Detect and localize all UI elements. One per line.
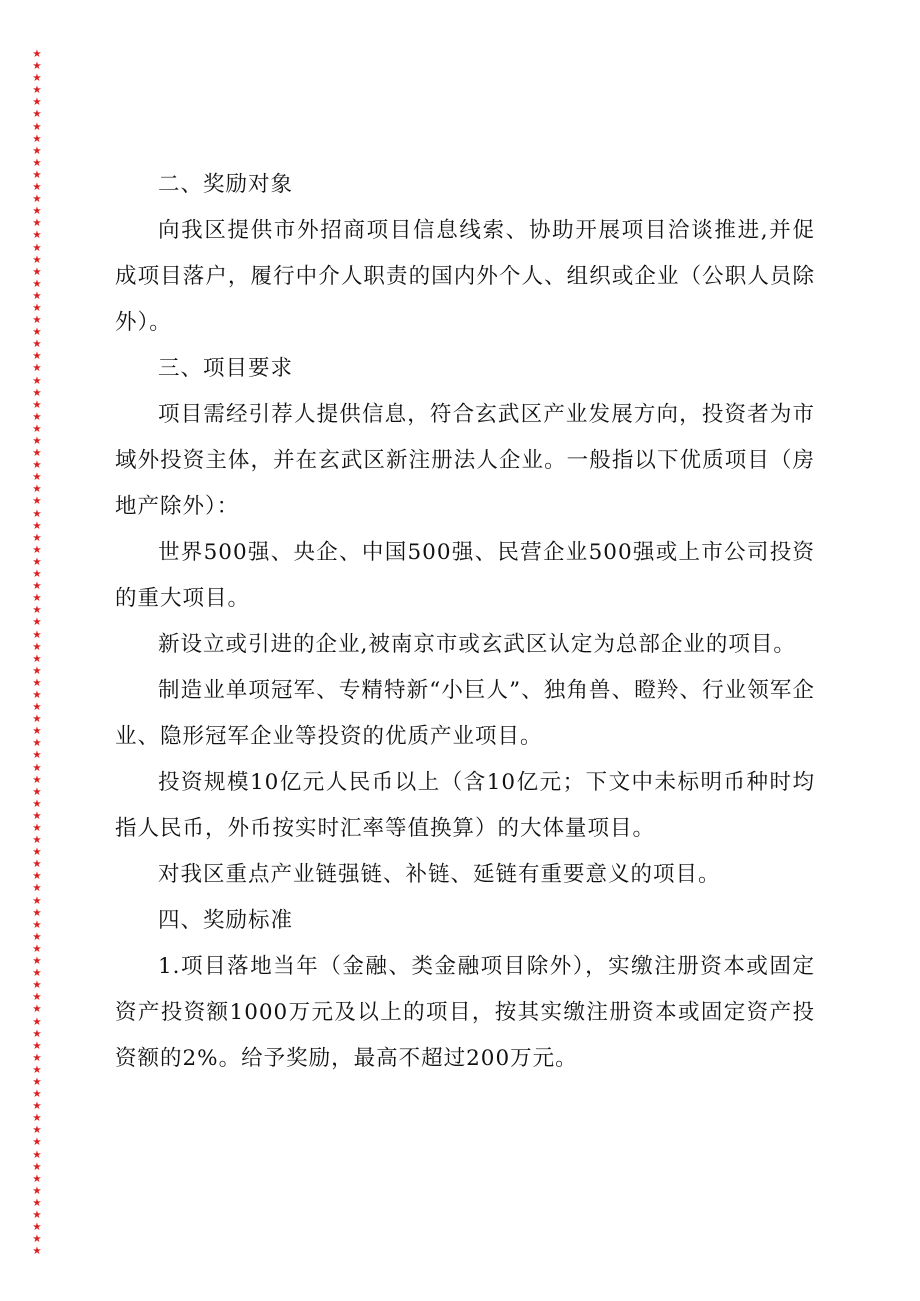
reward-standard-paragraph-1: 1.项目落地当年（金融、类金融项目除外），实缴注册资本或固定资产投资额1000万元及以上的项目，按其实缴注册资本或固定资产投资额的2%。给予奖励，最高不超过200万元。 [115,954,815,1071]
document-body [115,162,815,1082]
section-heading-project-requirements: 三、项目要求 [158,356,294,381]
requirements-paragraph-3: 新设立或引进的企业,被南京市或玄武区认定为总部企业的项目。 [158,632,796,657]
requirements-paragraph-1: 项目需经引荐人提供信息，符合玄武区产业发展方向，投资者为市域外投资主体，并在玄武区新注册法人企业。一般指以下优质项目（房地产除外）： [115,402,815,519]
section-heading-reward-standard: 四、奖励标准 [158,908,294,933]
requirements-paragraph-2: 世界500强、央企、中国500强、民营企业500强或上市公司投资的重大项目。 [115,540,815,611]
star-border-decoration: ★ ★ ★ ★ ★ ★ ★ ★ ★ ★ ★ ★ ★ ★ ★ ★ ★ ★ ★ ★ ★ ★ ★ ★ ★ ★ ★ ★ ★ ★ ★ ★ ★ ★ ★ ★ ★ ★ ★ ★ ★ ★ ★ ★ ★ ★ ★ ★ ★ ★ ★ ★ ★ ★ ★ ★ ★ ★ ★ ★ ★ ★ ★ ★ ★ ★ ★ ★ ★ ★ ★ ★ ★ ★ ★ ★ ★ ★ ★ ★ ★ ★ ★ ★ ★ ★ ★ ★ ★ ★ ★ ★ ★ ★ ★ ★ ★ ★ ★ ★ [32,48,42,1258]
requirements-paragraph-5: 投资规模10亿元人民币以上（含10亿元；下文中未标明币种时均指人民币，外币按实时汇率等值换算）的大体量项目。 [115,770,815,841]
requirements-paragraph-4: 制造业单项冠军、专精特新“小巨人”、独角兽、瞪羚、行业领军企业、隐形冠军企业等投资的优质产业项目。 [115,678,815,749]
reward-target-paragraph: 向我区提供市外招商项目信息线索、协助开展项目洽谈推进,并促成项目落户，履行中介人职责的国内外个人、组织或企业（公职人员除外）。 [115,218,815,335]
section-heading-reward-target: 二、奖励对象 [158,172,294,197]
requirements-paragraph-6: 对我区重点产业链强链、补链、延链有重要意义的项目。 [158,862,721,887]
